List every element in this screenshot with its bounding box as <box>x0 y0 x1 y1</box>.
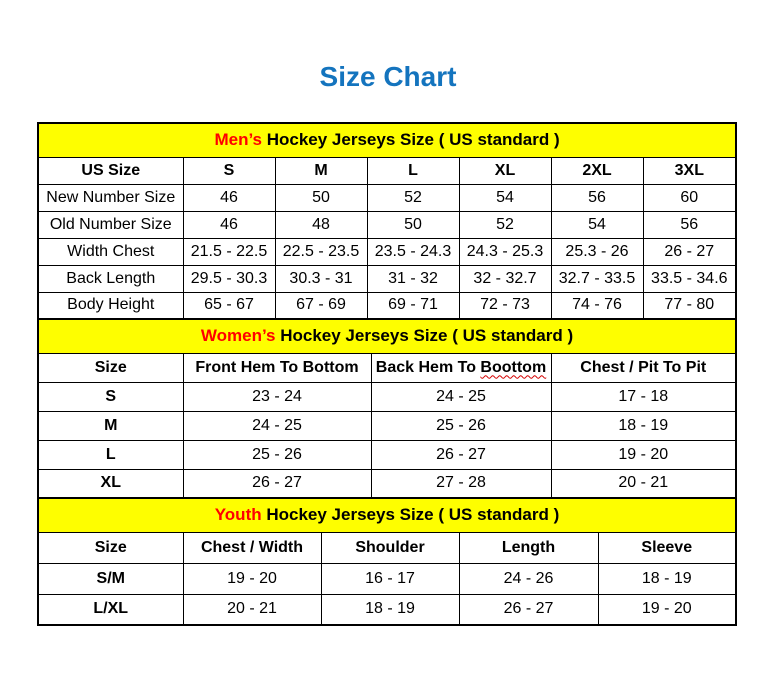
mens-section-title-rest: Hockey Jerseys Size ( US standard ) <box>262 130 560 150</box>
size-value-cell: 25.3 - 26 <box>551 238 643 265</box>
column-header-text: Back Hem To <box>375 358 481 376</box>
size-tables-container <box>37 122 735 626</box>
size-value-cell: 26 - 27 <box>183 469 371 498</box>
size-value-cell: 26 - 27 <box>459 594 598 625</box>
size-value-cell: 24 - 26 <box>459 563 598 594</box>
size-value-cell: 25 - 26 <box>183 440 371 469</box>
table-row <box>38 440 736 469</box>
youth-section-title-rest: Hockey Jerseys Size ( US standard ) <box>261 505 560 525</box>
page-title: Size Chart <box>319 61 457 92</box>
youth-section-title-highlight: Youth <box>214 505 262 525</box>
size-value-cell: 17 - 18 <box>551 382 736 411</box>
mens-section-title <box>38 123 736 157</box>
column-header <box>371 353 551 382</box>
row-label: S/M <box>38 563 183 594</box>
size-value-cell: 18 - 19 <box>598 563 736 594</box>
size-value-cell: 67 - 69 <box>275 292 367 319</box>
size-value-cell: 65 - 67 <box>183 292 275 319</box>
table-row <box>38 292 736 319</box>
size-value-cell: 46 <box>183 184 275 211</box>
size-value-cell: 72 - 73 <box>459 292 551 319</box>
column-header: 3XL <box>643 157 736 184</box>
mens-section-title-highlight: Men’s <box>214 130 262 150</box>
row-label: Back Length <box>38 265 183 292</box>
size-value-cell: 54 <box>551 211 643 238</box>
womens-size-table <box>37 318 737 499</box>
size-value-cell: 32 - 32.7 <box>459 265 551 292</box>
mens-section-header-row <box>38 123 736 157</box>
size-value-cell: 31 - 32 <box>367 265 459 292</box>
size-value-cell: 52 <box>459 211 551 238</box>
size-value-cell: 19 - 20 <box>183 563 321 594</box>
table-row <box>38 469 736 498</box>
size-value-cell: 19 - 20 <box>551 440 736 469</box>
table-row <box>38 411 736 440</box>
size-value-cell: 30.3 - 31 <box>275 265 367 292</box>
row-label: XL <box>38 469 183 498</box>
womens-section-header-row <box>38 319 736 353</box>
size-value-cell: 26 - 27 <box>371 440 551 469</box>
row-label: Body Height <box>38 292 183 319</box>
row-label: Width Chest <box>38 238 183 265</box>
table-row <box>38 184 736 211</box>
row-label: Old Number Size <box>38 211 183 238</box>
size-value-cell: 50 <box>367 211 459 238</box>
size-value-cell: 56 <box>643 211 736 238</box>
womens-section-title-rest: Hockey Jerseys Size ( US standard ) <box>275 326 574 346</box>
row-label: M <box>38 411 183 440</box>
youth-section-header-row <box>38 498 736 532</box>
column-header: S <box>183 157 275 184</box>
size-value-cell: 20 - 21 <box>551 469 736 498</box>
column-header: XL <box>459 157 551 184</box>
womens-section-title-highlight: Women’s <box>200 326 276 346</box>
youth-column-header-row <box>38 532 736 563</box>
column-header: 2XL <box>551 157 643 184</box>
column-header: M <box>275 157 367 184</box>
size-value-cell: 32.7 - 33.5 <box>551 265 643 292</box>
size-value-cell: 24 - 25 <box>183 411 371 440</box>
column-header: Size <box>38 353 183 382</box>
table-row <box>38 211 736 238</box>
size-value-cell: 56 <box>551 184 643 211</box>
size-value-cell: 22.5 - 23.5 <box>275 238 367 265</box>
size-value-cell: 20 - 21 <box>183 594 321 625</box>
column-header: Chest / Pit To Pit <box>551 353 736 382</box>
size-value-cell: 26 - 27 <box>643 238 736 265</box>
size-value-cell: 46 <box>183 211 275 238</box>
size-value-cell: 54 <box>459 184 551 211</box>
size-value-cell: 18 - 19 <box>551 411 736 440</box>
column-header: Sleeve <box>598 532 736 563</box>
size-value-cell: 52 <box>367 184 459 211</box>
youth-section-title <box>38 498 736 532</box>
youth-size-table <box>37 497 737 626</box>
table-row <box>38 265 736 292</box>
size-value-cell: 48 <box>275 211 367 238</box>
size-value-cell: 19 - 20 <box>598 594 736 625</box>
size-value-cell: 69 - 71 <box>367 292 459 319</box>
row-label: L/XL <box>38 594 183 625</box>
column-header: Shoulder <box>321 532 459 563</box>
size-value-cell: 27 - 28 <box>371 469 551 498</box>
size-value-cell: 16 - 17 <box>321 563 459 594</box>
mens-size-table <box>37 122 737 320</box>
row-label: New Number Size <box>38 184 183 211</box>
womens-section-title <box>38 319 736 353</box>
size-value-cell: 24.3 - 25.3 <box>459 238 551 265</box>
size-value-cell: 74 - 76 <box>551 292 643 319</box>
table-row <box>38 563 736 594</box>
size-value-cell: 50 <box>275 184 367 211</box>
misspelled-word: Boottom <box>480 358 547 376</box>
size-value-cell: 60 <box>643 184 736 211</box>
column-header: Size <box>38 532 183 563</box>
row-label: S <box>38 382 183 411</box>
table-row <box>38 382 736 411</box>
mens-column-header-row <box>38 157 736 184</box>
table-row <box>38 238 736 265</box>
size-value-cell: 77 - 80 <box>643 292 736 319</box>
column-header: US Size <box>38 157 183 184</box>
size-value-cell: 21.5 - 22.5 <box>183 238 275 265</box>
column-header: Front Hem To Bottom <box>183 353 371 382</box>
womens-column-header-row <box>38 353 736 382</box>
column-header: Length <box>459 532 598 563</box>
size-value-cell: 29.5 - 30.3 <box>183 265 275 292</box>
size-value-cell: 23 - 24 <box>183 382 371 411</box>
size-value-cell: 25 - 26 <box>371 411 551 440</box>
size-value-cell: 24 - 25 <box>371 382 551 411</box>
table-row <box>38 594 736 625</box>
column-header: Chest / Width <box>183 532 321 563</box>
size-value-cell: 23.5 - 24.3 <box>367 238 459 265</box>
row-label: L <box>38 440 183 469</box>
size-value-cell: 18 - 19 <box>321 594 459 625</box>
size-value-cell: 33.5 - 34.6 <box>643 265 736 292</box>
column-header: L <box>367 157 459 184</box>
